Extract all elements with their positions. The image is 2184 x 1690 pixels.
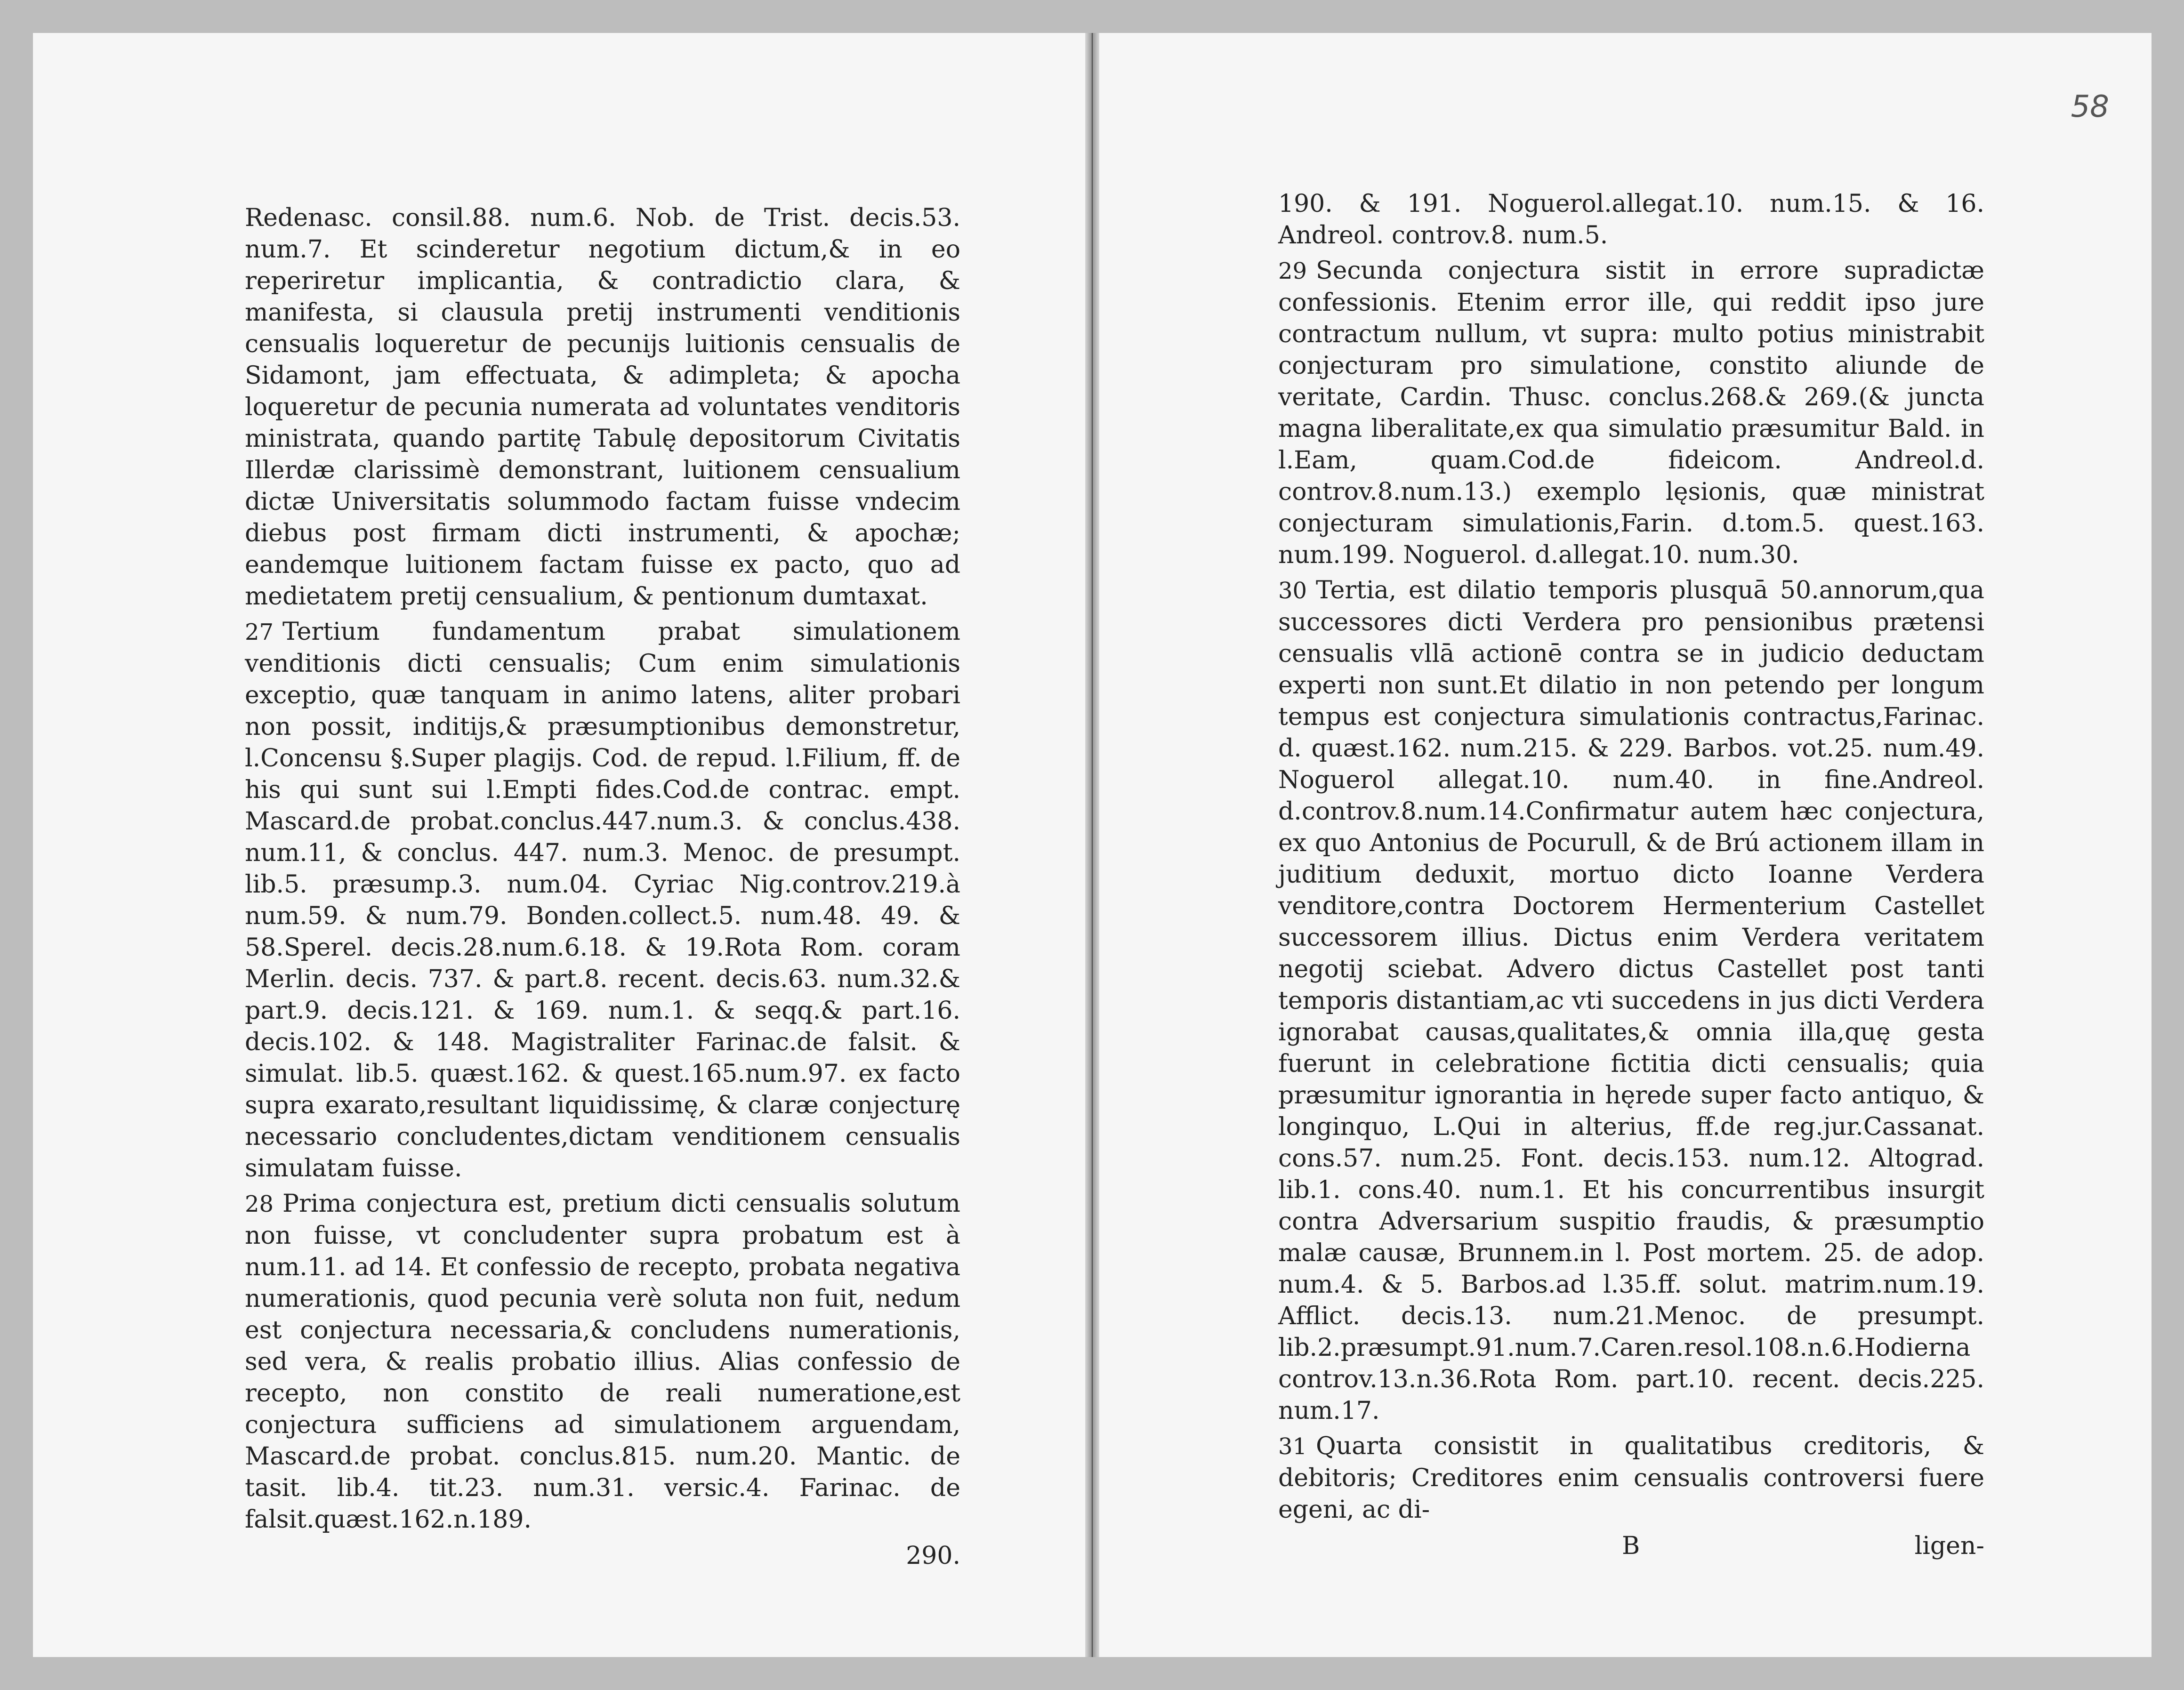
right-page — [1099, 33, 2152, 1657]
paragraph-text: Tertia, est dilatio temporis plusquā 50.annorum,qua successores dicti Verdera pro pensionibus prætensi censualis vllā actionē contra se in judicio deductam experti non sunt.Et dilatio in non petendo per longum tempus est conjectura simulationis contractus,Farinac. d. quæst.162. num.215. & 229. Barbos. vot.25. num.49. Noguerol allegat.10. num.40. in fine.Andreol. d.controv.8.num.14.Confirmatur autem hæc conjectura, ex quo Antonius de Pocurull, & de Brú actionem illam in juditium deduxit, mortuo dicto Ioanne Verdera venditore,contra Doctorem Hermenterium Castellet successorem illius. Dictus enim Verdera veritatem negotij sciebat. Advero dictus Castellet post tanti temporis distantiam,ac vti succedens in jus dicti Verdera ignorabat causas,qualitates,& omnia illa,quę gesta fuerunt in celebratione fictitia dicti censualis; quia præsumitur ignorantia in hęrede super facto antiquo, & longinquo, L.Qui in alterius, ff.de reg.jur.Cassanat. cons.57. num.25. Font. decis.153. num.12. Altograd. lib.1. cons.40. num.1. Et his concurrentibus insurgit contra Adversarium suspitio fraudis, & præsumptio malæ causæ, Brunnem.in l. Post mortem. 25. de adop. num.4. & 5. Barbos.ad l.35.ff. solut. matrim.num.19. Afflict. decis.13. num.21.Menoc. de presumpt. lib.2.præsumpt.91.num.7.Caren.resol.108.n.6.Hodierna controv.13.n.36.Rota Rom. part.10. recent. decis.225. num.17. — [1278, 576, 1984, 1425]
paragraph-27 — [245, 616, 960, 1184]
paragraph-number: 30 — [1278, 578, 1307, 604]
signature-mark: B — [1622, 1532, 1640, 1560]
paragraph-28 — [245, 1188, 960, 1536]
catchword: 290. — [906, 1542, 960, 1570]
paragraph-number: 28 — [245, 1191, 274, 1217]
paragraph-text: 190. & 191. Noguerol.allegat.10. num.15. & 16. Andreol. controv.8. num.5. — [1278, 190, 1984, 249]
paragraph-29 — [1278, 255, 1984, 571]
catchword: ligen- — [1914, 1532, 1984, 1560]
right-text-column — [1278, 188, 1984, 1562]
paragraph-30 — [1278, 575, 1984, 1427]
paragraph — [245, 202, 960, 612]
paragraph-text: Redenasc. consil.88. num.6. Nob. de Trist. decis.53. num.7. Et scinderetur negotium dictum,& in eo reperiretur implicantia, & contradictio clara, & manifesta, si clausula pretij instrumenti venditionis censualis loqueretur de pecunijs luitionis censualis de Sidamont, jam effectuata, & adimpleta; & apocha loqueretur de pecunia numerata ad voluntates venditoris ministrata, quando partitę Tabulę depositorum Civitatis Illerdæ clarissimè demonstrant, luitionem censualium dictæ Universitatis solummodo factam fuisse vndecim diebus post firmam dicti instrumenti, & apochæ; eandemque luitionem factam fuisse ex pacto, quo ad medietatem pretij censualium, & pentionum dumtaxat. — [245, 204, 960, 611]
page-footer — [1278, 1530, 1984, 1562]
paragraph-31 — [1278, 1431, 1984, 1526]
book-gutter — [1085, 33, 1099, 1657]
paragraph-number: 27 — [245, 619, 274, 645]
paragraph-text: Tertium fundamentum prabat simulationem venditionis dicti censualis; Cum enim simulationis exceptio, quæ tanquam in animo latens, aliter probari non possit, inditijs,& præsumptionibus demonstretur, l.Concensu §.Super plagijs. Cod. de repud. l.Filium, ff. de his qui sunt sui l.Empti fides.Cod.de contrac. empt. Mascard.de probat.conclus.447.num.3. & conclus.438. num.11, & conclus. 447. num.3. Menoc. de presumpt. lib.5. præsump.3. num.04. Cyriac Nig.controv.219.à num.59. & num.79. Bonden.collect.5. num.48. 49. & 58.Sperel. decis.28.num.6.18. & 19.Rota Rom. coram Merlin. decis. 737. & part.8. recent. decis.63. num.32.& part.9. decis.121. & 169. num.1. & seqq.& part.16. decis.102. & 148. Magistraliter Farinac.de falsit. & simulat. lib.5. quæst.162. & quest.165.num.97. ex facto supra exarato,resultant liquidissimę, & claræ conjecturę necessario concludentes,dictam venditionem censualis simulatam fuisse. — [245, 618, 960, 1183]
paragraph-text: Prima conjectura est, pretium dicti censualis solutum non fuisse, vt concludenter supra probatum est à num.11. ad 14. Et confessio de recepto, probata negativa numerationis, quod pecunia verè soluta non fuit, nedum est conjectura necessaria,& concludens numerationis, sed vera, & realis probatio illius. Alias confessio de recepto, non constito de reali numeratione,est conjectura sufficiens ad simulationem arguendam, Mascard.de probat. conclus.815. num.20. Mantic. de tasit. lib.4. tit.23. num.31. versic.4. Farinac. de falsit.quæst.162.n.189. — [245, 1190, 960, 1534]
paragraph-number: 29 — [1278, 258, 1307, 284]
paragraph-text: Quarta consistit in qualitatibus creditoris, & debitoris; Creditores enim censualis controversi fuere egeni, ac di- — [1278, 1432, 1984, 1524]
book-spread — [33, 33, 2152, 1657]
left-page — [33, 33, 1085, 1657]
paragraph — [1278, 188, 1984, 251]
folio-mark: 58 — [2071, 89, 2109, 124]
paragraph-number: 31 — [1278, 1433, 1307, 1460]
paragraph-text: Secunda conjectura sistit in errore supradictæ confessionis. Etenim error ille, qui reddit ipso jure contractum nullum, vt supra: multo potius ministrabit conjecturam pro simulatione, constito aliunde de veritate, Cardin. Thusc. conclus.268.& 269.(& juncta magna liberalitate,ex qua simulatio præsumitur Bald. in l.Eam, quam.Cod.de fideicom. Andreol.d. controv.8.num.13.) exemplo lęsionis, quæ ministrat conjecturam simulationis,Farin. d.tom.5. quest.163. num.199. Noguerol. d.allegat.10. num.30. — [1278, 257, 1984, 569]
left-text-column — [245, 202, 960, 1572]
